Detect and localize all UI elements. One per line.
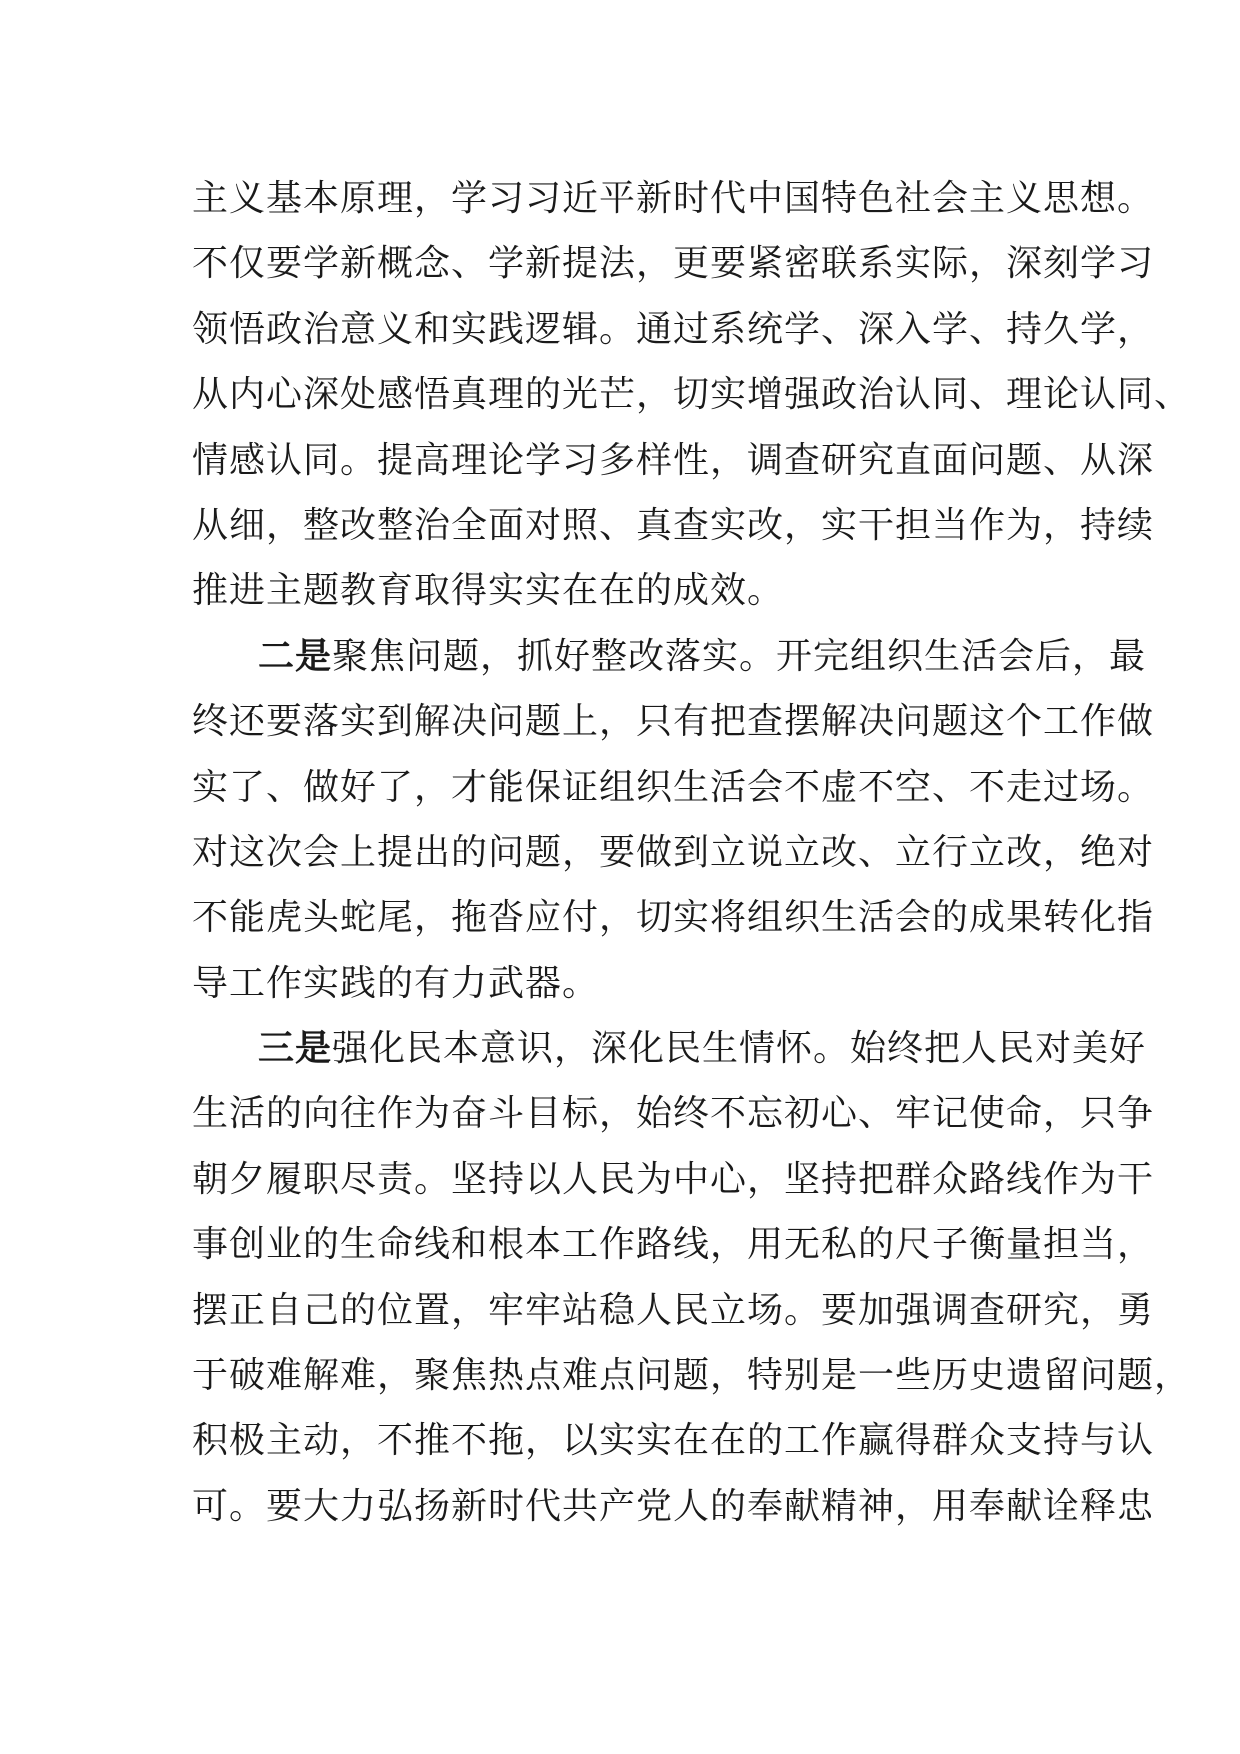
paragraph-1 xyxy=(192,166,1192,624)
paragraph-first-line xyxy=(192,624,1147,689)
paragraph-line: 从细，整改整治全面对照、真查实改，实干担当作为，持续 xyxy=(192,504,1155,546)
paragraph-first-line xyxy=(192,1016,1147,1081)
paragraph-line: 导工作实践的有力武器。 xyxy=(192,962,600,1004)
paragraph-line: 不能虎头蛇尾，拖沓应付，切实将组织生活会的成果转化指 xyxy=(192,897,1155,939)
paragraph-line: 朝夕履职尽责。坚持以人民为中心，坚持把群众路线作为干 xyxy=(192,1158,1155,1200)
paragraph-line: 情感认同。提高理论学习多样性，调查研究直面问题、从深 xyxy=(192,439,1155,481)
document-body xyxy=(192,166,1192,1539)
paragraph-line: 实了、做好了，才能保证组织生活会不虚不空、不走过场。 xyxy=(192,766,1155,808)
paragraph-line: 不仅要学新概念、学新提法，更要紧密联系实际，深刻学习 xyxy=(192,243,1155,285)
paragraph-3 xyxy=(192,1016,1192,1539)
paragraph-lead: 三是 xyxy=(258,1027,333,1070)
paragraph-line: 从内心深处感悟真理的光芒，切实增强政治认同、理论认同、 xyxy=(192,374,1192,416)
paragraph-first-line-text: 强化民本意识，深化民生情怀。始终把人民对美好 xyxy=(332,1028,1147,1070)
paragraph-line: 终还要落实到解决问题上，只有把查摆解决问题这个工作做 xyxy=(192,701,1155,743)
paragraph-line: 可。要大力弘扬新时代共产党人的奉献精神，用奉献诠释忠 xyxy=(192,1485,1155,1527)
paragraph-first-line-text: 聚焦问题，抓好整改落实。开完组织生活会后，最 xyxy=(332,635,1147,677)
paragraph-line: 对这次会上提出的问题，要做到立说立改、立行立改，绝对 xyxy=(192,831,1155,873)
paragraph-lead: 二是 xyxy=(258,634,333,677)
paragraph-line: 领悟政治意义和实践逻辑。通过系统学、深入学、持久学， xyxy=(192,308,1155,350)
paragraph-line: 生活的向往作为奋斗目标，始终不忘初心、牢记使命，只争 xyxy=(192,1093,1155,1135)
paragraph-line: 于破难解难，聚焦热点难点问题，特别是一些历史遗留问题， xyxy=(192,1355,1192,1397)
paragraph-line: 主义基本原理，学习习近平新时代中国特色社会主义思想。 xyxy=(192,178,1155,219)
paragraph-line: 积极主动，不推不拖，以实实在在的工作赢得群众支持与认 xyxy=(192,1420,1155,1462)
paragraph-line: 摆正自己的位置，牢牢站稳人民立场。要加强调查研究，勇 xyxy=(192,1289,1155,1331)
paragraph-line: 事创业的生命线和根本工作路线，用无私的尺子衡量担当， xyxy=(192,1224,1155,1266)
paragraph-line: 推进主题教育取得实实在在的成效。 xyxy=(192,570,785,612)
paragraph-2 xyxy=(192,624,1155,1016)
